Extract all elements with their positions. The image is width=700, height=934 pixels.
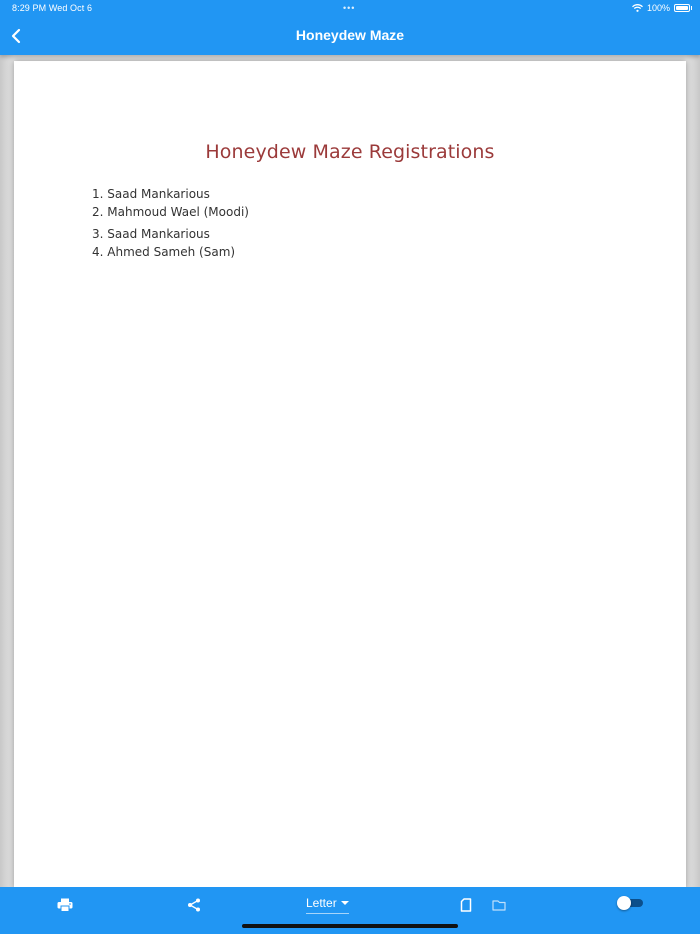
document-title: Honeydew Maze Registrations [205,141,495,163]
share-icon [187,898,201,912]
caret-down-icon [341,901,349,905]
battery-icon [674,4,690,12]
landscape-page-icon [492,900,506,911]
pdf-preview-area[interactable] [0,55,700,887]
portrait-page-icon [460,898,472,912]
top-app-bar [0,0,700,55]
landscape-orientation-button[interactable] [489,895,509,915]
paper-size-dropdown[interactable] [306,896,349,914]
portrait-orientation-button[interactable] [456,895,476,915]
share-button[interactable] [184,895,204,915]
print-button[interactable] [55,895,75,915]
list-item: 3. Saad Mankarious [92,227,210,241]
status-indicators [632,3,690,13]
app-title: Honeydew Maze [295,27,405,43]
bottom-toolbar [0,887,700,934]
battery-percent: 100% [646,3,670,13]
list-item: 4. Ahmed Sameh (Sam) [92,245,236,259]
multitasking-dots[interactable]: ••• [343,3,356,13]
print-icon [57,898,73,912]
toggle-switch[interactable] [617,897,643,909]
toggle-knob [617,896,631,910]
paper-size-label: Letter [306,896,337,910]
registration-list [92,185,249,261]
list-item: 1. Saad Mankarious [92,187,210,201]
status-time-date: 8:29 PM Wed Oct 6 [12,3,93,13]
document-page [14,61,686,889]
home-indicator[interactable] [242,924,458,928]
wifi-icon [632,4,643,12]
list-item: 2. Mahmoud Wael (Moodi) [92,205,249,219]
